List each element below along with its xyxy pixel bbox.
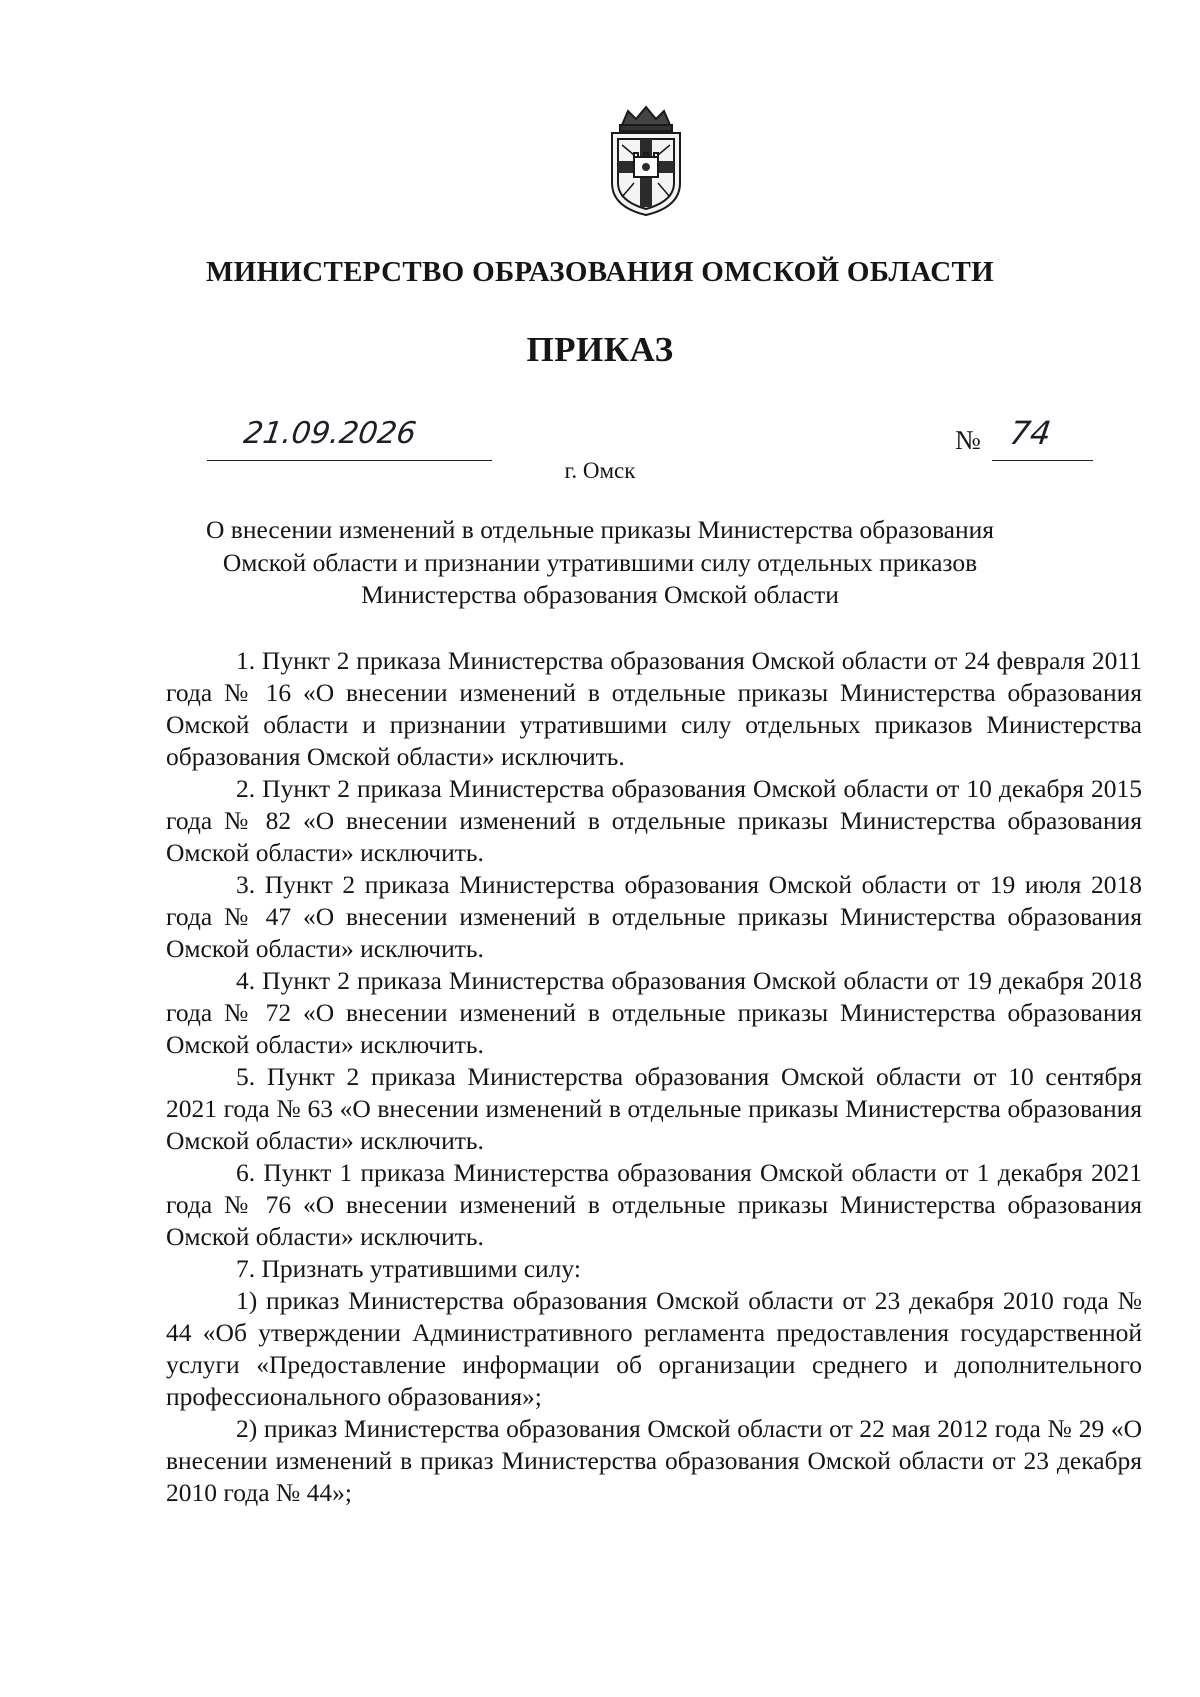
paragraph-2: 2. Пункт 2 приказа Министерства образования Омской области от 10 декабря 2015 года № 82 «О внесении изменений в отдельные приказы Министерства образования Омской области» исключить. [166,774,1142,867]
paragraph-5: 5. Пункт 2 приказа Министерства образования Омской области от 10 сентября 2021 года № 63 «О внесении изменений в отдельные приказы Министерства образования Омской области» исключить. [166,1062,1142,1155]
subject-line-3: Министерства образования Омской области [361,580,839,609]
subject-line-2: Омской области и признании утратившими силу отдельных приказов [222,547,978,577]
paragraph-3: 3. Пункт 2 приказа Министерства образования Омской области от 19 июля 2018 года № 47 «О внесении изменений в отдельные приказы Министерства образования Омской области» исключить. [166,870,1142,963]
city-label: г. Омск [564,458,636,483]
document-type: ПРИКАЗ [526,330,674,369]
subitem-7-1: 1) приказ Министерства образования Омской области от 23 декабря 2010 года № 44 «Об утверждении Административного регламента предоставления государственной услуги «Предоставление информации об организации среднего и дополнительного профессионального образования»; [166,1286,1142,1411]
subitem-7-2: 2) приказ Министерства образования Омской области от 22 мая 2012 года № 29 «О внесении изменений в приказ Министерства образования Омской области от 23 декабря 2010 года № 44»; [166,1414,1142,1507]
ministry-name: МИНИСТЕРСТВО ОБРАЗОВАНИЯ ОМСКОЙ ОБЛАСТИ [206,256,994,288]
number-sign: № [955,425,981,455]
order-date: 21.09.2026 [241,416,419,451]
order-body [166,645,1142,1509]
subject-line-1: О внесении изменений в отдельные приказы Министерства образования [206,515,994,544]
paragraph-6: 6. Пункт 1 приказа Министерства образования Омской области от 1 декабря 2021 года № 76 «О внесении изменений в отдельные приказы Министерства образования Омской области» исключить. [166,1158,1142,1251]
paragraph-1: 1. Пункт 2 приказа Министерства образования Омской области от 24 февраля 2011 года № 16 «О внесении изменений в отдельные приказы Министерства образования Омской области и признании утратившими силу отдельных приказов Министерства образования Омской области» исключить. [166,646,1142,771]
paragraph-4: 4. Пункт 2 приказа Министерства образования Омской области от 19 декабря 2018 года № 72 «О внесении изменений в отдельные приказы Министерства образования Омской области» исключить. [166,966,1142,1059]
paragraph-7: 7. Признать утратившими силу: [236,1254,581,1283]
coat-of-arms-icon [598,103,694,219]
order-subject [160,514,1040,612]
order-number: 74 [1007,414,1054,452]
